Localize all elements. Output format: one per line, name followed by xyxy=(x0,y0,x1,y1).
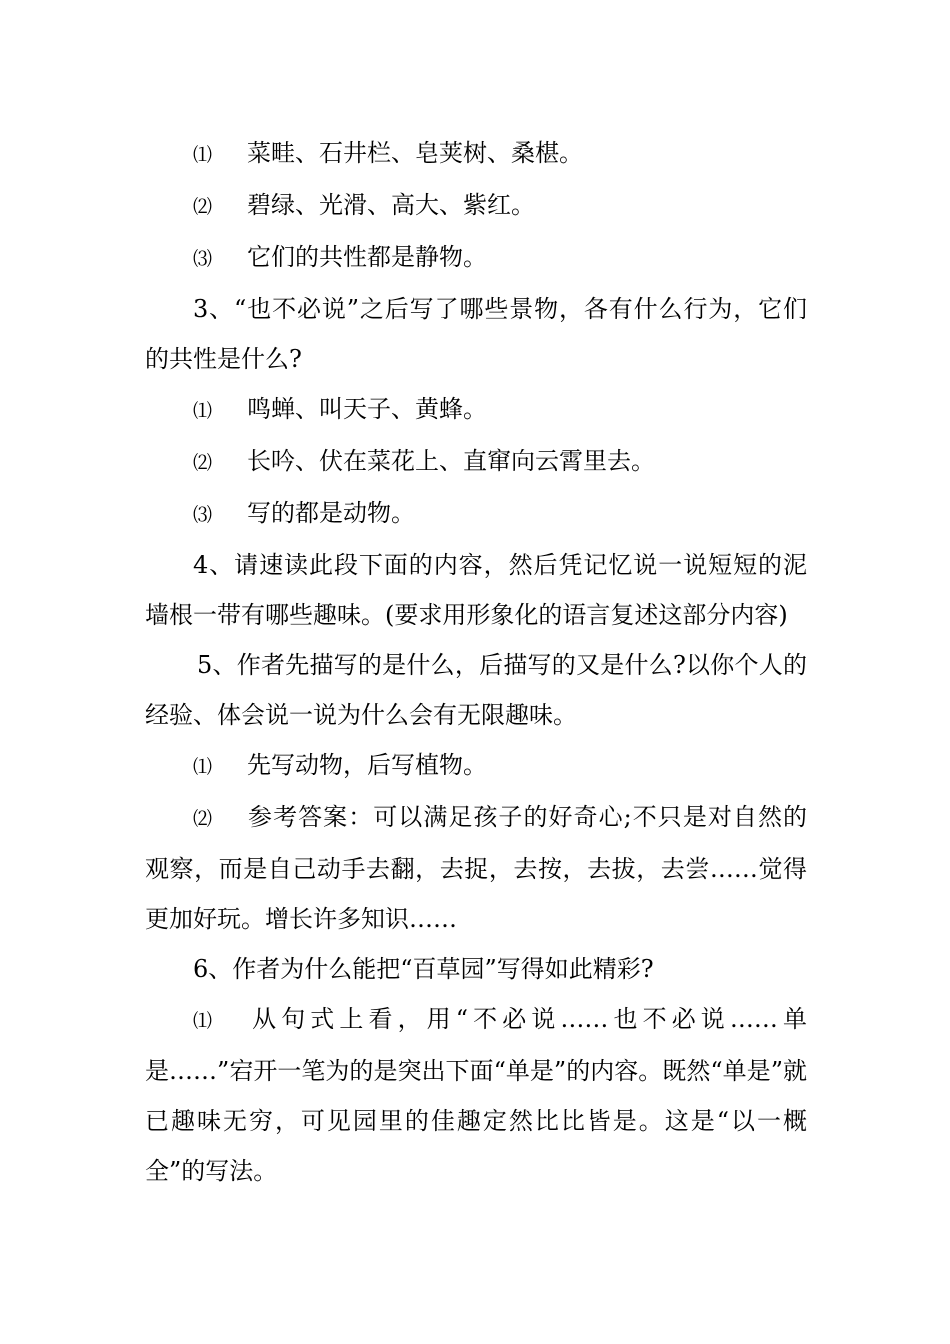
item-number: ⑵ xyxy=(193,808,213,830)
item-text: 菜畦、石井栏、皂荚树、桑椹。 xyxy=(247,139,583,167)
answer-item xyxy=(145,232,807,284)
item-number: ⑶ xyxy=(193,248,213,270)
item-text: 它们的共性都是静物。 xyxy=(247,243,487,271)
item-text: 碧绿、光滑、高大、紫红。 xyxy=(247,191,535,219)
item-number: ⑵ xyxy=(193,196,213,218)
question-5: 5、作者先描写的是什么，后描写的又是什么?以你个人的经验、体会说一说为什么会有无限趣味。 xyxy=(145,651,807,729)
item-text: 鸣蝉、叫天子、黄蜂。 xyxy=(247,395,487,423)
item-text: 长吟、伏在菜花上、直窜向云霄里去。 xyxy=(247,447,655,475)
document-page xyxy=(145,128,807,1196)
item-text: 从句式上看，用“不必说……也不必说……单是……”宕开一笔为的是突出下面“单是”的内容。既然“单是”就已趣味无穷，可见园里的佳趣定然比比皆是。这是“以一概全”的写法。 xyxy=(145,1005,807,1185)
item-number: ⑴ xyxy=(193,756,213,778)
answer-item xyxy=(145,994,807,1196)
question-4: 4、请速读此段下面的内容，然后凭记忆说一说短短的泥墙根一带有哪些趣味。(要求用形象化的语言复述这部分内容) xyxy=(145,551,807,629)
item-number: ⑵ xyxy=(193,452,213,474)
question-6: 6、作者为什么能把“百草园”写得如此精彩? xyxy=(193,955,654,983)
item-number: ⑴ xyxy=(193,144,213,166)
answer-item xyxy=(145,488,807,540)
item-text: 参考答案：可以满足孩子的好奇心;不只是对自然的观察，而是自己动手去翻，去捉，去按，去拔，去尝……觉得更加好玩。增长许多知识…… xyxy=(145,803,807,933)
item-number: ⑶ xyxy=(193,504,213,526)
answer-item xyxy=(145,436,807,488)
answer-item xyxy=(145,128,807,180)
answer-item xyxy=(145,740,807,792)
question-3: 3、“也不必说”之后写了哪些景物，各有什么行为，它们的共性是什么? xyxy=(145,295,807,373)
answer-item xyxy=(145,384,807,436)
item-number: ⑴ xyxy=(193,1010,213,1032)
answer-item xyxy=(145,180,807,232)
item-text: 写的都是动物。 xyxy=(247,499,415,527)
item-text: 先写动物，后写植物。 xyxy=(247,751,487,779)
answer-item xyxy=(145,792,807,944)
item-number: ⑴ xyxy=(193,400,213,422)
